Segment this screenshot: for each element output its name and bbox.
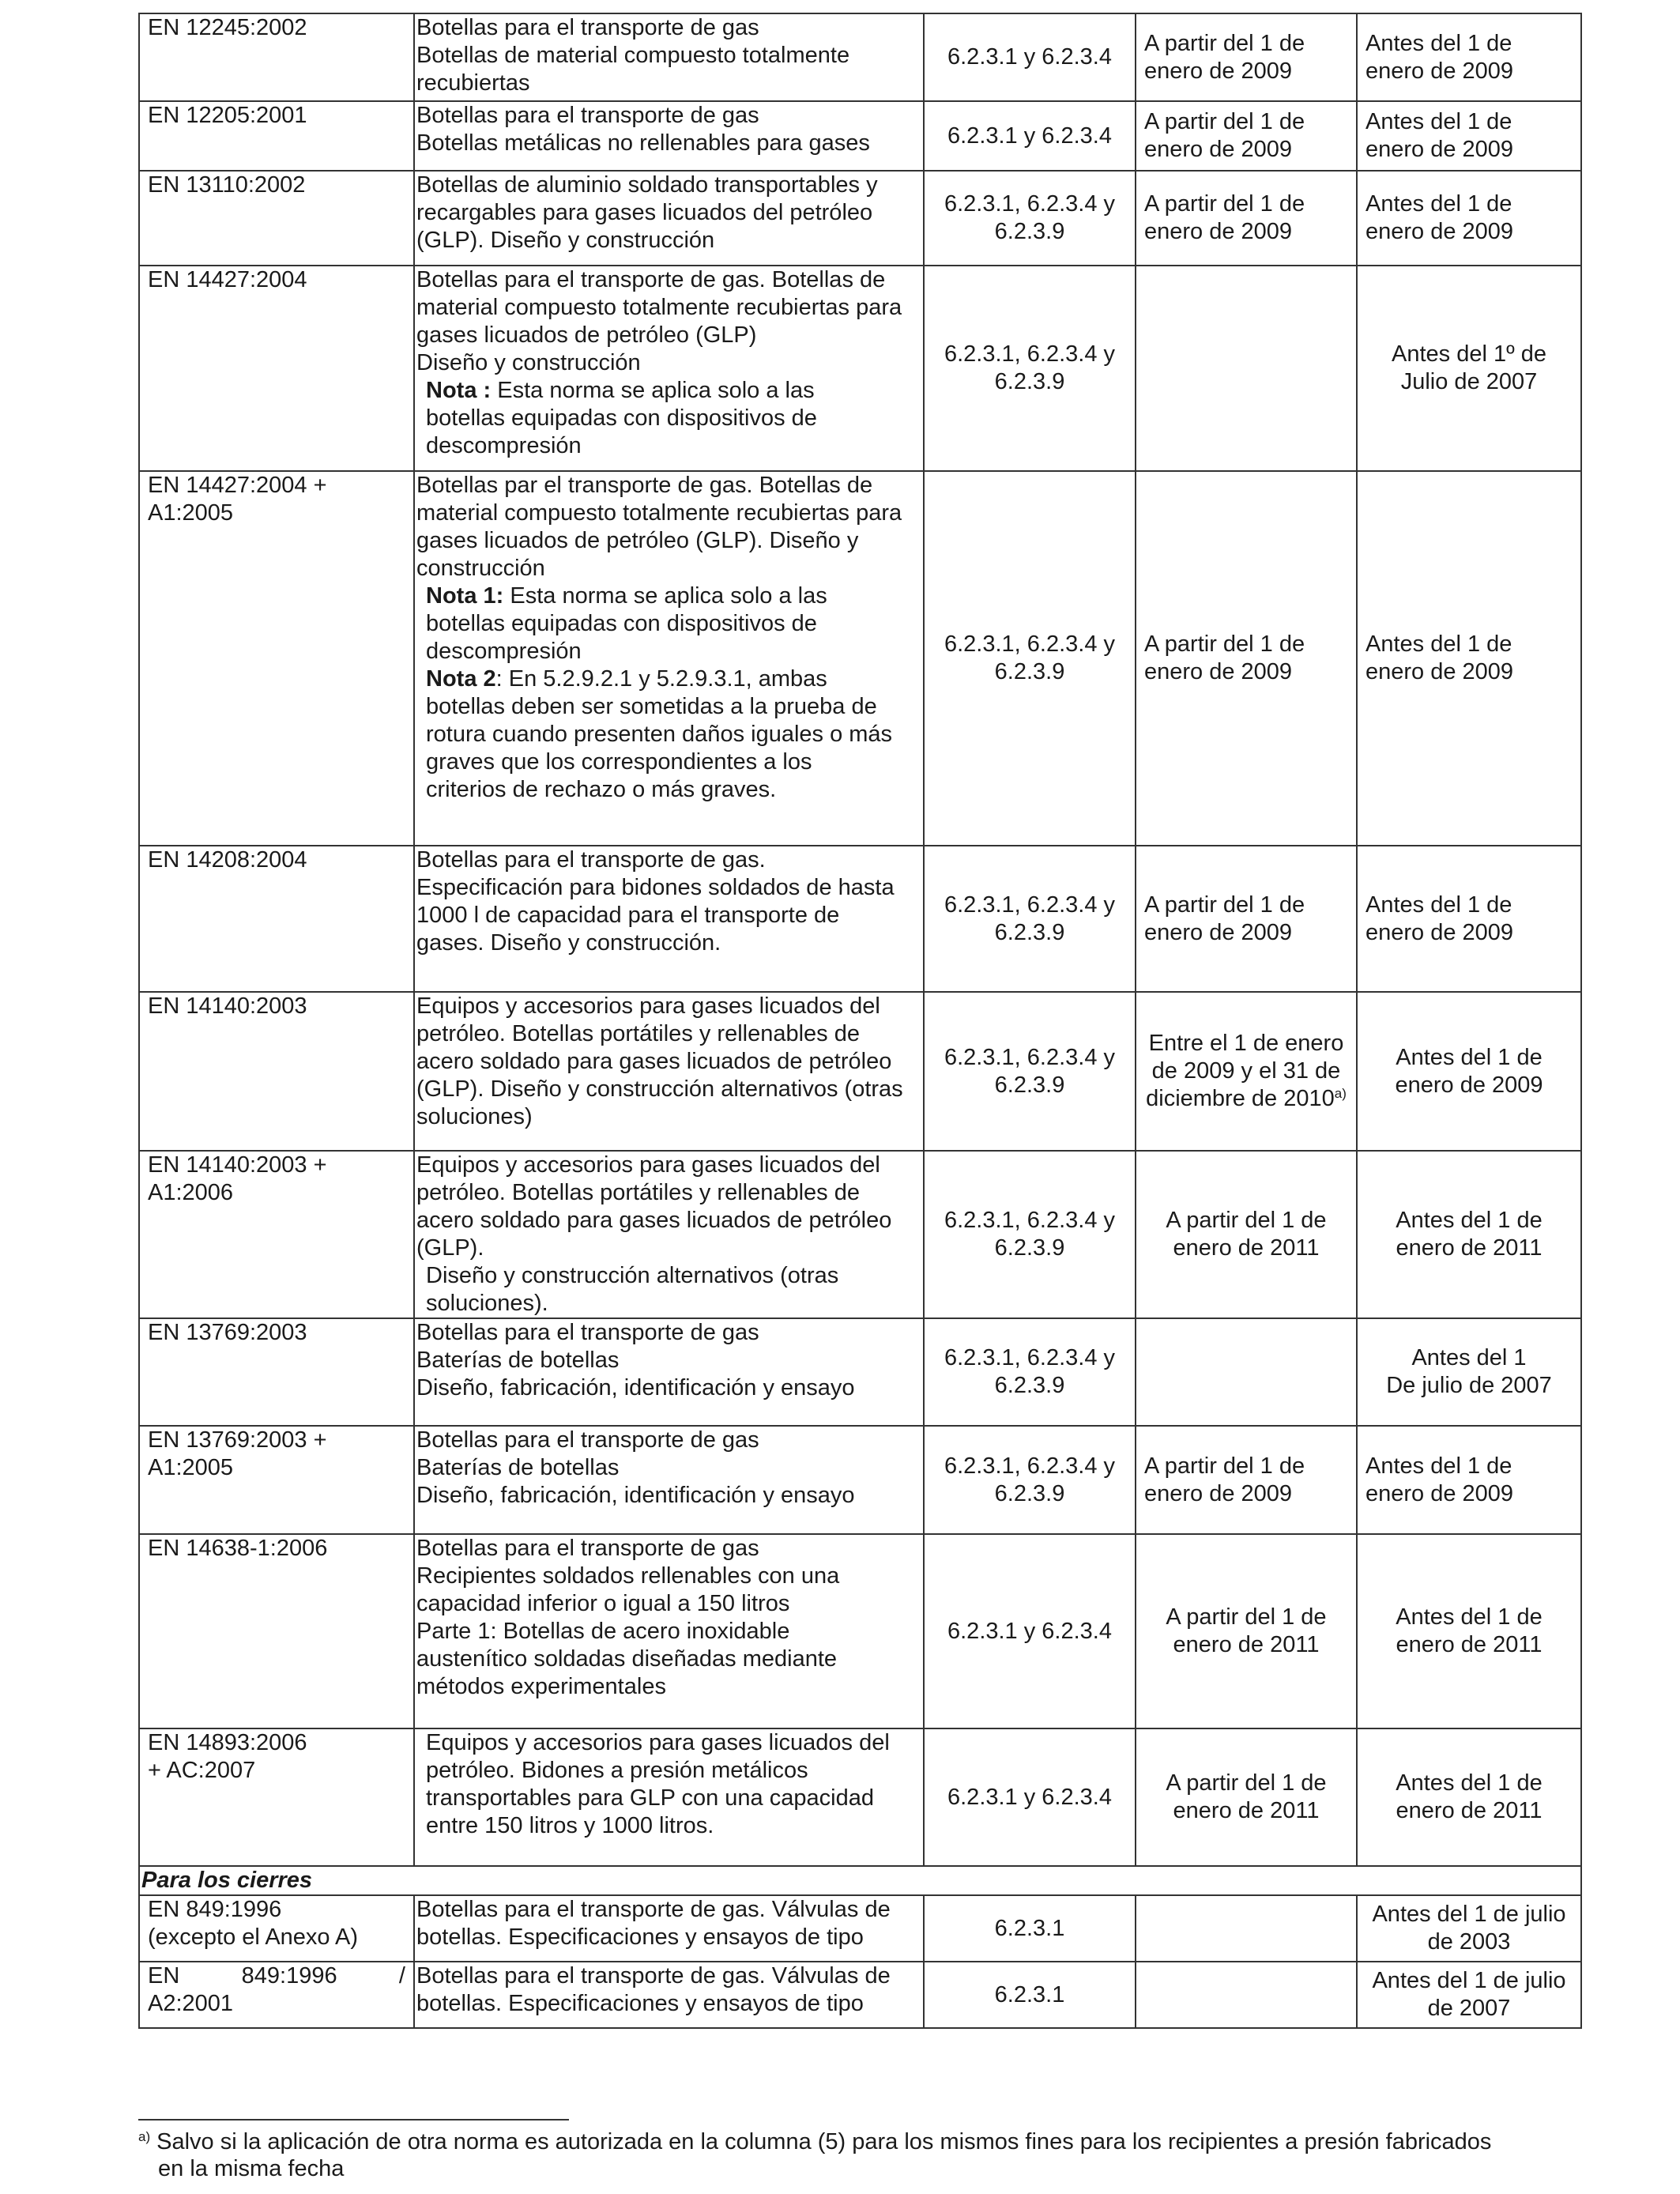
text-line: Antes del 1 de [1365,191,1512,217]
standard-code-cell [139,13,414,101]
standard-code-cell [139,1728,414,1866]
description-cell [414,1426,924,1534]
text-line: Botellas de material compuesto totalmente [416,43,850,68]
text-line [1136,1604,1356,1631]
text-line [1136,1207,1356,1235]
text-line: enero de 2009 [1365,137,1514,162]
text-line: + AC:2007 [148,1758,256,1783]
table-row [139,1895,1581,1962]
text-line: Botellas para el transporte de gas [416,15,759,40]
text-line [1136,1770,1356,1797]
text-line [1144,1453,1356,1480]
text-line [1144,658,1356,686]
text-line: Botellas de aluminio soldado transportables y [416,172,878,198]
text-line [1144,892,1356,919]
application-date-cell [1136,471,1357,846]
text: A partir del 1 de [1166,1770,1327,1796]
application-date-cell [1136,1318,1357,1426]
application-date-cell [1136,1728,1357,1866]
table-row [139,1962,1581,2028]
table-row [139,1426,1581,1534]
text-line: 6.2.3.1, 6.2.3.4 y [944,892,1116,918]
application-date-cell [1136,171,1357,266]
text-line: EN 14427:2004 [148,267,307,292]
note-text-line: descompresión [426,433,582,458]
table-row [139,1534,1581,1728]
deadline-date-cell [1357,1728,1581,1866]
text: A partir del 1 de [1144,191,1305,217]
footnote-line-1: Salvo si la aplicación de otra norma es autorizada en la columna (5) para los mismos fines para los recipientes a presión fabricados [156,2129,1492,2154]
text-line: (GLP). Diseño y construcción [416,228,715,253]
text-line: 6.2.3.9 [994,1373,1065,1398]
reference-cell [924,1962,1136,2028]
text: Entre el 1 de enero [1148,1031,1344,1056]
standards-table [138,13,1582,2029]
note-2-text-line: botellas deben ser sometidas a la prueba de [426,694,877,719]
text-line: Botellas par el transporte de gas. Botellas de [416,473,873,498]
text-line: recubiertas [416,70,530,96]
text-line: 6.2.3.9 [994,1072,1065,1098]
text: enero de 2009 [1144,137,1293,162]
text: enero de 2011 [1173,1235,1320,1261]
standard-code-cell [139,846,414,992]
text-line [1144,218,1356,246]
deadline-date-cell [1357,1426,1581,1534]
text-line: Diseño, fabricación, identificación y ensayo [416,1483,855,1508]
deadline-date-cell [1357,1895,1581,1962]
text-line: métodos experimentales [416,1674,666,1699]
note-2-text-line: graves que los correspondientes a los [426,749,812,775]
text: A partir del 1 de [1144,109,1305,134]
deadline-date-cell [1357,1534,1581,1728]
text-line [1144,108,1356,136]
description-cell [414,13,924,101]
text-line: enero de 2009 [1365,659,1514,684]
text-line: petróleo. Botellas portátiles y rellenables de [416,1180,860,1205]
text-line: botellas. Especificaciones y ensayos de tipo [416,1991,864,2016]
text-line: 6.2.3.9 [994,919,1065,945]
reference-cell [924,992,1136,1151]
text-line: Antes del 1 de [1365,30,1512,56]
application-date-cell [1136,266,1357,471]
text-line [1144,631,1356,658]
table-row [139,471,1581,846]
reference-cell [924,846,1136,992]
section-row [139,1866,1581,1895]
text-line: A1:2005 [148,500,234,526]
application-date-cell [1136,101,1357,171]
reference-cell [924,1728,1136,1866]
reference-cell [924,101,1136,171]
text-line: petróleo. Botellas portátiles y rellenables de [416,1021,860,1046]
text-line: (GLP). Diseño y construcción alternativos (otras [416,1076,903,1102]
text-line: Diseño, fabricación, identificación y ensayo [416,1375,855,1400]
description-cell [414,992,924,1151]
text-line [1144,919,1356,947]
standard-code-cell [139,266,414,471]
standard-code-cell [139,1318,414,1426]
text: enero de 2009 [1144,659,1293,684]
text-line: enero de 2011 [1396,1235,1543,1261]
text-line: EN 14140:2003 [148,993,307,1019]
text-line: Botellas para el transporte de gas [416,1536,759,1561]
standards-table-body [139,13,1581,2028]
text-line: de 2007 [1427,1996,1511,2021]
text: de 2009 y el 31 de [1151,1058,1341,1084]
text: enero de 2011 [1173,1632,1320,1657]
text-line [1136,1030,1356,1057]
footnote-line-2: en la misma fecha [158,2156,345,2181]
table-row [139,846,1581,992]
text: A partir del 1 de [1144,30,1305,56]
reference-cell [924,171,1136,266]
text-line: Antes del 1 de [1365,892,1512,918]
text-line: EN 14893:2006 [148,1730,307,1755]
text-line: soluciones). [426,1291,548,1316]
text-line: Antes del 1 [1411,1345,1527,1370]
text-line: gases licuados de petróleo (GLP). Diseño y [416,528,859,553]
text-line: enero de 2009 [1365,58,1514,84]
standard-code-cell [139,471,414,846]
text-line: gases. Diseño y construcción. [416,930,721,956]
text-line: capacidad inferior o igual a 150 litros [416,1591,790,1616]
text: diciembre de 2010 [1146,1086,1335,1111]
text-line: Diseño y construcción [416,350,641,375]
text-line: 6.2.3.1, 6.2.3.4 y [944,1044,1116,1070]
text-line: acero soldado para gases licuados de petróleo [416,1208,892,1233]
standard-code-part: / [398,1963,405,1989]
note-text: Esta norma se aplica solo a las [491,378,815,403]
text-line: Botellas para el transporte de gas [416,103,759,128]
reference-cell [924,1534,1136,1728]
text-line: Botellas para el transporte de gas [416,1320,759,1345]
reference-cell [924,471,1136,846]
application-date-cell [1136,1426,1357,1534]
text-line: acero soldado para gases licuados de petróleo [416,1049,892,1074]
reference-cell [924,1151,1136,1318]
standard-code-cell [139,1534,414,1728]
text-line: 6.2.3.9 [994,659,1065,684]
note-2 [416,665,921,693]
footnote-ref: a) [1334,1086,1347,1101]
text-line: 6.2.3.1 y 6.2.3.4 [947,44,1112,70]
deadline-date-cell [1357,266,1581,471]
text-line: EN 13110:2002 [148,172,306,198]
footnote [138,2128,1580,2182]
text-line: 6.2.3.1 [994,1981,1065,2007]
standard-code-cell [139,1962,414,2028]
text-line: Antes del 1 de [1396,1208,1543,1233]
text-line: 6.2.3.1, 6.2.3.4 y [944,1208,1116,1233]
text-line: Antes del 1 de [1365,109,1512,134]
text-line: EN 12245:2002 [148,15,307,40]
text-line: gases licuados de petróleo (GLP) [416,322,757,348]
standard-code-cell [139,1895,414,1962]
text-line: Baterías de botellas [416,1455,620,1480]
note-text-line: botellas equipadas con dispositivos de [426,611,817,636]
standard-code-line: A2:2001 [148,1991,234,2016]
description-cell [414,1895,924,1962]
table-row [139,1318,1581,1426]
standard-code-cell [139,101,414,171]
text-line: de 2003 [1427,1929,1511,1955]
text: A partir del 1 de [1144,631,1305,657]
deadline-date-cell [1357,1318,1581,1426]
standard-code-part: 849:1996 [241,1963,337,1989]
text-line: Antes del 1 de [1396,1770,1543,1796]
table-row [139,266,1581,471]
text-line [1144,190,1356,218]
description-cell [414,1318,924,1426]
text-line: EN 12205:2001 [148,103,307,128]
deadline-date-cell [1357,1962,1581,2028]
text-line: enero de 2011 [1396,1632,1543,1657]
text-line: (excepto el Anexo A) [148,1924,358,1950]
text-line: 6.2.3.9 [994,219,1065,244]
text-line: material compuesto totalmente recubiertas para [416,295,902,320]
note-2-text-line: criterios de rechazo o más graves. [426,777,777,802]
text-line: Antes del 1º de [1391,341,1546,367]
deadline-date-cell [1357,13,1581,101]
standard-code-line [148,1962,405,1990]
table-row [139,992,1581,1151]
text-line: petróleo. Bidones a presión metálicos [426,1758,808,1783]
text-line: botellas. Especificaciones y ensayos de tipo [416,1924,864,1950]
text-line: Antes del 1 de [1396,1604,1543,1630]
description-cell [414,846,924,992]
text-line: 1000 l de capacidad para el transporte de [416,903,840,928]
table-row [139,101,1581,171]
description-cell [414,471,924,846]
table-row [139,1151,1581,1318]
text-line: 6.2.3.1, 6.2.3.4 y [944,631,1116,657]
text-line: EN 14208:2004 [148,847,307,873]
text-line: Antes del 1 de [1365,1453,1512,1479]
text-line: austenítico soldadas diseñadas mediante [416,1646,838,1672]
text-line: 6.2.3.9 [994,369,1065,394]
section-heading: Para los cierres [139,1866,1581,1895]
text-line: Antes del 1 de julio [1372,1902,1566,1927]
note-2-text: : En 5.2.9.2.1 y 5.2.9.3.1, ambas [495,666,827,692]
note-text-line: descompresión [426,639,582,664]
text: A partir del 1 de [1166,1208,1327,1233]
text-line: (GLP). [416,1235,484,1261]
reference-cell [924,1426,1136,1534]
text-line: Botellas para el transporte de gas [416,1427,759,1453]
description-cell [414,171,924,266]
text-line: Equipos y accesorios para gases licuados del [416,1152,880,1178]
application-date-cell [1136,846,1357,992]
text-line: EN 14638-1:2006 [148,1536,328,1561]
text-line: construcción [416,556,545,581]
text-line: A1:2005 [148,1455,234,1480]
description-cell [414,1151,924,1318]
text-line: Equipos y accesorios para gases licuados del [416,993,880,1019]
text: enero de 2011 [1173,1798,1320,1823]
text-line: entre 150 litros y 1000 litros. [426,1813,714,1838]
text-line: Julio de 2007 [1400,369,1538,394]
text-line [1136,1085,1356,1113]
application-date-cell [1136,1895,1357,1962]
text: A partir del 1 de [1144,892,1305,918]
text-line: enero de 2011 [1396,1798,1543,1823]
application-date-cell [1136,992,1357,1151]
text-line: 6.2.3.1, 6.2.3.4 y [944,341,1116,367]
deadline-date-cell [1357,846,1581,992]
reference-cell [924,266,1136,471]
text-line: Antes del 1 de julio [1372,1968,1566,1993]
text-line [1144,1480,1356,1508]
application-date-cell [1136,1962,1357,2028]
text-line: 6.2.3.1 [994,1915,1065,1941]
text-line: Botellas para el transporte de gas. [416,847,766,873]
note-2-text-line: rotura cuando presenten daños iguales o más [426,722,893,747]
text-line [1136,1631,1356,1659]
text: enero de 2009 [1144,1480,1293,1506]
text-line: EN 14427:2004 + [148,473,327,498]
table-row [139,171,1581,266]
text-line: enero de 2009 [1395,1072,1543,1098]
table-row [139,13,1581,101]
deadline-date-cell [1357,171,1581,266]
description-cell [414,1534,924,1728]
deadline-date-cell [1357,471,1581,846]
standard-code-part: EN [148,1963,180,1989]
application-date-cell [1136,1534,1357,1728]
text-line: transportables para GLP con una capacidad [426,1785,874,1811]
description-cell [414,266,924,471]
deadline-date-cell [1357,1151,1581,1318]
text-line: Diseño y construcción alternativos (otras [426,1263,839,1288]
text-line: EN 13769:2003 [148,1320,307,1345]
text-line: Parte 1: Botellas de acero inoxidable [416,1619,790,1644]
text-line: EN 14140:2003 + [148,1152,327,1178]
standard-code-cell [139,1151,414,1318]
text-line: 6.2.3.1, 6.2.3.4 y [944,1345,1116,1370]
text-line: Especificación para bidones soldados de hasta [416,875,895,900]
text-line: De julio de 2007 [1386,1373,1552,1398]
text-line: A1:2006 [148,1180,234,1205]
text-line: Botellas para el transporte de gas. Válvulas de [416,1897,891,1922]
text-line [1144,136,1356,164]
text-line: 6.2.3.9 [994,1480,1065,1506]
text-line: enero de 2009 [1365,919,1514,945]
text-line: 6.2.3.9 [994,1235,1065,1261]
text-line: material compuesto totalmente recubiertas para [416,500,902,526]
text-line: EN 13769:2003 + [148,1427,327,1453]
note-2-label: Nota 2 [426,666,496,692]
text-line: Botellas metálicas no rellenables para gases [416,130,870,156]
reference-cell [924,13,1136,101]
text-line: enero de 2009 [1365,1480,1514,1506]
text-line [1136,1057,1356,1085]
standard-code-cell [139,171,414,266]
text-line: 6.2.3.1 y 6.2.3.4 [947,1784,1112,1810]
note [416,377,921,405]
text-line [1144,58,1356,85]
text-line: Recipientes soldados rellenables con una [416,1563,840,1589]
application-date-cell [1136,13,1357,101]
application-date-cell [1136,1151,1357,1318]
note-label: Nota : [426,378,492,403]
text: A partir del 1 de [1144,1453,1305,1479]
note-text: Esta norma se aplica solo a las [503,583,827,609]
text-line: 6.2.3.1, 6.2.3.4 y [944,191,1116,217]
text-line: enero de 2009 [1365,219,1514,244]
text-line: Botellas para el transporte de gas. Válvulas de [416,1963,891,1989]
standard-code-cell [139,992,414,1151]
text-line: Antes del 1 de [1396,1044,1543,1070]
text: enero de 2009 [1144,919,1293,945]
note [416,582,921,610]
text-line: Baterías de botellas [416,1348,620,1373]
description-cell [414,1962,924,2028]
table-row [139,1728,1581,1866]
text-line: 6.2.3.1 y 6.2.3.4 [947,1618,1112,1644]
text-line: Antes del 1 de [1365,631,1512,657]
reference-cell [924,1318,1136,1426]
text-line [1144,30,1356,58]
text-line: 6.2.3.1 y 6.2.3.4 [947,123,1112,149]
note-text-line: botellas equipadas con dispositivos de [426,405,817,431]
text-line: soluciones) [416,1104,533,1129]
text-line: 6.2.3.1, 6.2.3.4 y [944,1453,1116,1479]
footnote-mark: a) [138,2129,151,2144]
reference-cell [924,1895,1136,1962]
description-cell [414,1728,924,1866]
footnote-rule [138,2119,569,2120]
text-line: Equipos y accesorios para gases licuados del [426,1730,890,1755]
deadline-date-cell [1357,992,1581,1151]
text: enero de 2009 [1144,58,1293,84]
text: enero de 2009 [1144,219,1293,244]
standard-code-cell [139,1426,414,1534]
text: A partir del 1 de [1166,1604,1327,1630]
description-cell [414,101,924,171]
text-line [1136,1797,1356,1825]
deadline-date-cell [1357,101,1581,171]
text-line: Botellas para el transporte de gas. Botellas de [416,267,886,292]
text-line [1136,1235,1356,1262]
note-label: Nota 1: [426,583,504,609]
text-line: EN 849:1996 [148,1897,282,1922]
text-line: recargables para gases licuados del petróleo [416,200,873,225]
